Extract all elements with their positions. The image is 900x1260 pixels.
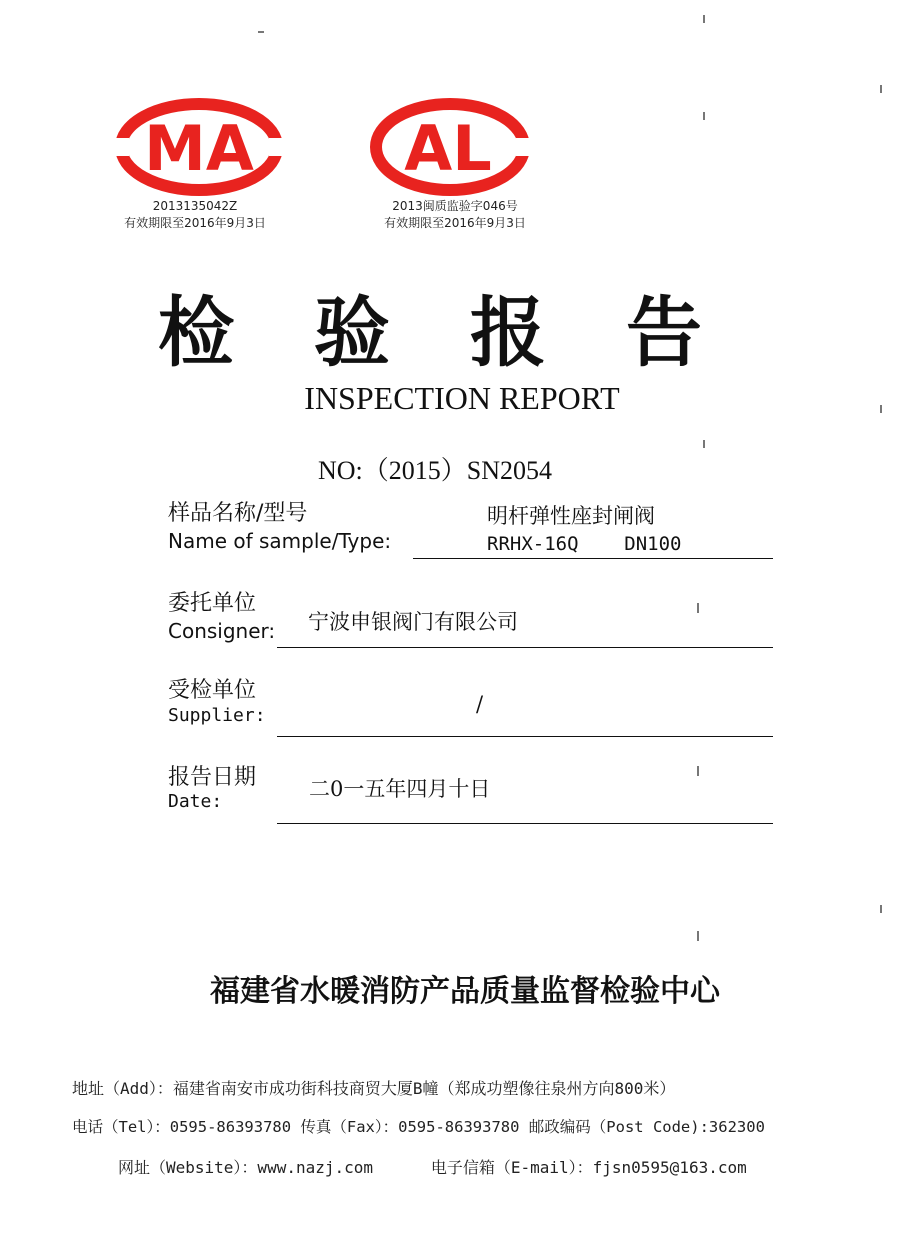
cal-validity: 有效期限至2016年9月3日 xyxy=(384,216,526,230)
cma-validity: 有效期限至2016年9月3日 xyxy=(124,216,266,230)
cma-logo xyxy=(115,98,283,196)
sample-name-value: 明杆弹性座封闸阀 xyxy=(487,504,655,528)
consigner-label-cn: 委托单位 xyxy=(168,591,257,616)
supplier-value: / xyxy=(476,692,484,716)
contact-phone: 电话（Tel）：0595-86393780 传真（Fax）：0595-86393780 邮政编码（Post Code):362300 xyxy=(72,1118,765,1136)
sample-underline xyxy=(413,558,773,559)
scan-mark xyxy=(697,931,699,941)
sample-label-cn: 样品名称/型号 xyxy=(168,501,308,526)
report-title-cn: 检验报告 xyxy=(158,288,782,377)
date-label-cn: 报告日期 xyxy=(168,765,257,790)
scan-mark xyxy=(880,905,882,913)
cal-cert-number: 2013闽质监验字046号 xyxy=(392,199,518,213)
date-label-en: Date: xyxy=(168,791,223,812)
consigner-label-en: Consigner: xyxy=(168,619,276,643)
report-number: NO:（2015）SN2054 xyxy=(318,456,553,485)
cma-cert-number: 2013135042Z xyxy=(152,199,238,213)
cal-cert-info xyxy=(355,198,555,232)
contact-address: 地址（Add）：福建省南安市成功街科技商贸大厦B幢（郑成功塑像往泉州方向800米） xyxy=(72,1079,676,1098)
scan-mark xyxy=(703,440,705,448)
issuing-organization: 福建省水暖消防产品质量监督检验中心 xyxy=(210,974,720,1009)
date-value: 二0一五年四月十日 xyxy=(309,777,491,801)
sample-type-value: RRHX-16Q DN100 xyxy=(487,533,682,555)
cal-logo-text: AL xyxy=(404,112,492,185)
scan-mark xyxy=(703,15,705,23)
cma-logo-text: MA xyxy=(144,112,254,185)
contact-web: 网址（Website）：www.nazj.com 电子信箱（E-mail）：fjsn0595@163.com xyxy=(118,1158,747,1177)
sample-label-en: Name of sample/Type: xyxy=(168,529,392,553)
cma-cert-info xyxy=(95,198,295,232)
consigner-underline xyxy=(277,647,773,648)
report-title-en: INSPECTION REPORT xyxy=(304,380,620,416)
supplier-underline xyxy=(277,736,773,737)
consigner-value: 宁波申银阀门有限公司 xyxy=(308,610,518,634)
supplier-label-en: Supplier: xyxy=(168,705,266,726)
supplier-label-cn: 受检单位 xyxy=(168,678,257,703)
date-underline xyxy=(277,823,773,824)
scan-mark xyxy=(697,603,699,613)
scan-mark xyxy=(258,31,264,33)
cal-logo xyxy=(370,98,530,196)
scan-mark xyxy=(880,85,882,93)
scan-mark xyxy=(703,112,705,120)
scan-mark xyxy=(697,766,699,776)
scan-mark xyxy=(880,405,882,413)
